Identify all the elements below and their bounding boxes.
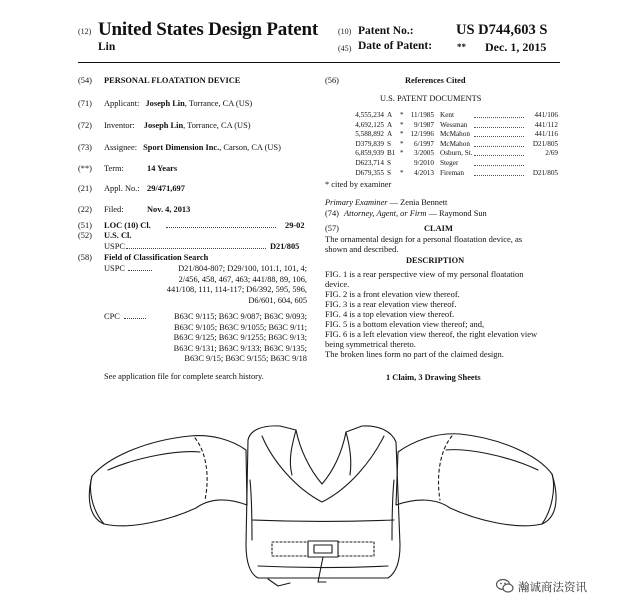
filed-value: Nov. 4, 2013: [147, 205, 191, 214]
kind-code: (12): [78, 27, 92, 36]
cited-note: * cited by examiner: [325, 180, 392, 189]
uscl-code: (52): [78, 231, 92, 240]
reference-date: 12/1996: [410, 130, 434, 139]
primary-examiner-name: — Zenia Bennett: [387, 198, 448, 207]
reference-mark: *: [400, 111, 404, 119]
description-line: FIG. 2 is a front elevation view thereof.: [325, 289, 460, 299]
reference-kind: A: [387, 120, 393, 129]
assignee-code: (73): [78, 143, 92, 152]
search-history-note: See application file for complete search history.: [104, 372, 264, 381]
reference-date: 11/1985: [410, 111, 434, 119]
reference-cls: 441/116: [534, 130, 558, 139]
field-uspc-label: USPC: [104, 264, 125, 273]
uspc-value: D21/805: [270, 242, 300, 251]
appl-value: 29/471,697: [147, 184, 185, 193]
reference-num: 4,555,234: [355, 111, 384, 119]
applicant-code: (71): [78, 99, 92, 108]
reference-cls: 441/106: [534, 111, 558, 119]
refs-code: (56): [325, 76, 339, 85]
reference-kind: S: [387, 139, 391, 148]
wechat-logo-icon: [496, 578, 514, 594]
reference-name: McMahon: [440, 139, 470, 148]
title-code: (54): [78, 76, 92, 85]
refs-title: References Cited: [405, 76, 466, 85]
appl-code: (21): [78, 184, 92, 193]
description-line: FIG. 6 is a left elevation view thereof, the right elevation view: [325, 329, 538, 339]
patent-date: Dec. 1, 2015: [485, 40, 547, 54]
term-label: Term:: [104, 164, 124, 173]
reference-num: 6,859,939: [355, 149, 384, 158]
filed-label: Filed:: [104, 205, 124, 214]
reference-mark: *: [400, 149, 404, 158]
invention-title: PERSONAL FLOATATION DEVICE: [104, 76, 241, 85]
reference-kind: A: [387, 130, 393, 139]
term-value: 14 Years: [147, 164, 178, 173]
term-code: (**): [78, 164, 92, 173]
reference-kind: S: [387, 159, 391, 167]
reference-name: McMahon: [440, 130, 470, 139]
reference-date: 3/2005: [414, 149, 434, 158]
field-code: (58): [78, 253, 92, 262]
date-label: Date of Patent:: [358, 40, 433, 52]
applicant-label: Applicant:: [104, 99, 140, 108]
description-line: FIG. 4 is a top elevation view thereof.: [325, 309, 455, 319]
inventor-code: (72): [78, 121, 92, 130]
claim-code: (57): [325, 224, 339, 233]
assignee-name: Sport Dimension Inc.: [143, 143, 220, 152]
reference-name: Fireman: [440, 168, 464, 177]
primary-examiner-label: Primary Examiner: [325, 198, 388, 207]
field-cpc-line: B63C 9/15; B63C 9/155; B63C 9/18: [184, 354, 307, 363]
inventor-location: , Torrance, CA (US): [183, 121, 251, 130]
reference-num: D623,714: [355, 159, 384, 167]
reference-name: Wessman: [440, 120, 468, 129]
claims-summary: 1 Claim, 3 Drawing Sheets: [386, 373, 481, 382]
uspc-label: USPC: [104, 242, 125, 251]
reference-mark: *: [400, 139, 404, 148]
left-arm-band: [89, 436, 247, 526]
refs-subtitle: U.S. PATENT DOCUMENTS: [380, 94, 482, 103]
reference-num: D379,839: [355, 139, 384, 148]
reference-date: 9/2010: [414, 159, 434, 167]
description-line: The broken lines form no part of the claimed design.: [325, 349, 504, 359]
reference-num: 4,692,125: [355, 120, 384, 129]
reference-num: 5,588,892: [355, 130, 384, 139]
patent-no-label: Patent No.:: [358, 25, 414, 37]
reference-num: D679,355: [355, 168, 384, 177]
loc-code: (51): [78, 221, 92, 230]
right-arm-band: [396, 434, 556, 526]
inventor-short-name: Lin: [98, 41, 116, 53]
reference-kind: S: [387, 168, 391, 177]
date-stars: **: [457, 42, 466, 52]
reference-date: 9/1987: [414, 120, 434, 129]
patent-no-code: (10): [338, 27, 352, 36]
field-cpc-line: B63C 9/125; B63C 9/1255; B63C 9/13;: [173, 333, 307, 342]
loc-label: LOC (10) Cl.: [104, 221, 151, 230]
claim-line: shown and described.: [325, 244, 399, 254]
attorney-label: Attorney, Agent, or Firm: [344, 209, 427, 218]
field-cpc-label: CPC: [104, 312, 120, 321]
reference-name: Osburn, St.: [440, 149, 473, 158]
description-heading: DESCRIPTION: [406, 256, 465, 265]
reference-cls: D21/805: [532, 139, 558, 148]
field-uspc-line: D21/804-807; D29/100, 101.1, 101, 4;: [178, 264, 307, 273]
applicant-name: Joseph Lin: [145, 99, 185, 108]
description-line: being symmetrical thereto.: [325, 339, 416, 349]
reference-cls: 2/69: [545, 149, 558, 158]
attorney-code: (74): [325, 209, 339, 218]
inventor-name: Joseph Lin: [143, 121, 184, 130]
field-uspc-line: 441/108, 111, 114-117; D6/392, 595, 596,: [166, 285, 307, 294]
reference-cls: D21/805: [532, 168, 558, 177]
date-code: (45): [338, 44, 352, 53]
claim-heading: CLAIM: [424, 224, 453, 233]
patent-kind-title: United States Design Patent: [98, 19, 318, 40]
field-cpc-line: B63C 9/105; B63C 9/1055; B63C 9/11;: [173, 322, 307, 332]
field-uspc-line: 2/456, 458, 467, 463; 441/88, 89, 106,: [178, 274, 307, 284]
applicant-location: , Torrance, CA (US): [184, 99, 253, 108]
reference-mark: *: [400, 120, 404, 129]
assignee-label: Assignee:: [104, 143, 138, 152]
reference-kind: A: [387, 111, 393, 119]
description-line: FIG. 5 is a bottom elevation view thereof; and,: [325, 319, 485, 329]
reference-date: 4/2013: [414, 168, 434, 177]
appl-label: Appl. No.:: [104, 184, 140, 193]
attorney-name: — Raymond Sun: [426, 209, 487, 218]
description-line: device.: [325, 279, 350, 289]
inventor-label: Inventor:: [104, 121, 135, 130]
uscl-label: U.S. Cl.: [104, 231, 132, 240]
field-cpc-line: B63C 9/131; B63C 9/133; B63C 9/135;: [173, 343, 307, 353]
description-line: FIG. 1 is a rear perspective view of my personal floatation: [325, 269, 524, 279]
patent-number: US D744,603 S: [456, 22, 548, 38]
filed-code: (22): [78, 205, 92, 214]
assignee-location: , Carson, CA (US): [219, 143, 281, 152]
loc-value: 29-02: [285, 221, 305, 230]
field-label: Field of Classification Search: [104, 253, 209, 262]
watermark-text: 瀚诚商法资讯: [518, 580, 587, 594]
claim-line: The ornamental design for a personal floatation device, as: [325, 234, 523, 244]
reference-name: Kent: [440, 111, 454, 119]
reference-date: 6/1997: [414, 139, 434, 148]
description-line: FIG. 3 is a rear elevation view thereof.: [325, 299, 457, 309]
reference-name: Steger: [440, 159, 459, 167]
reference-kind: B1: [387, 149, 396, 158]
reference-cls: 441/112: [534, 120, 558, 129]
vest-body: [246, 426, 400, 586]
field-cpc-line: B63C 9/115; B63C 9/087; B63C 9/093;: [173, 312, 307, 321]
reference-mark: *: [400, 130, 404, 139]
reference-mark: *: [400, 168, 404, 177]
field-uspc-line: D6/601, 604, 605: [248, 295, 307, 305]
